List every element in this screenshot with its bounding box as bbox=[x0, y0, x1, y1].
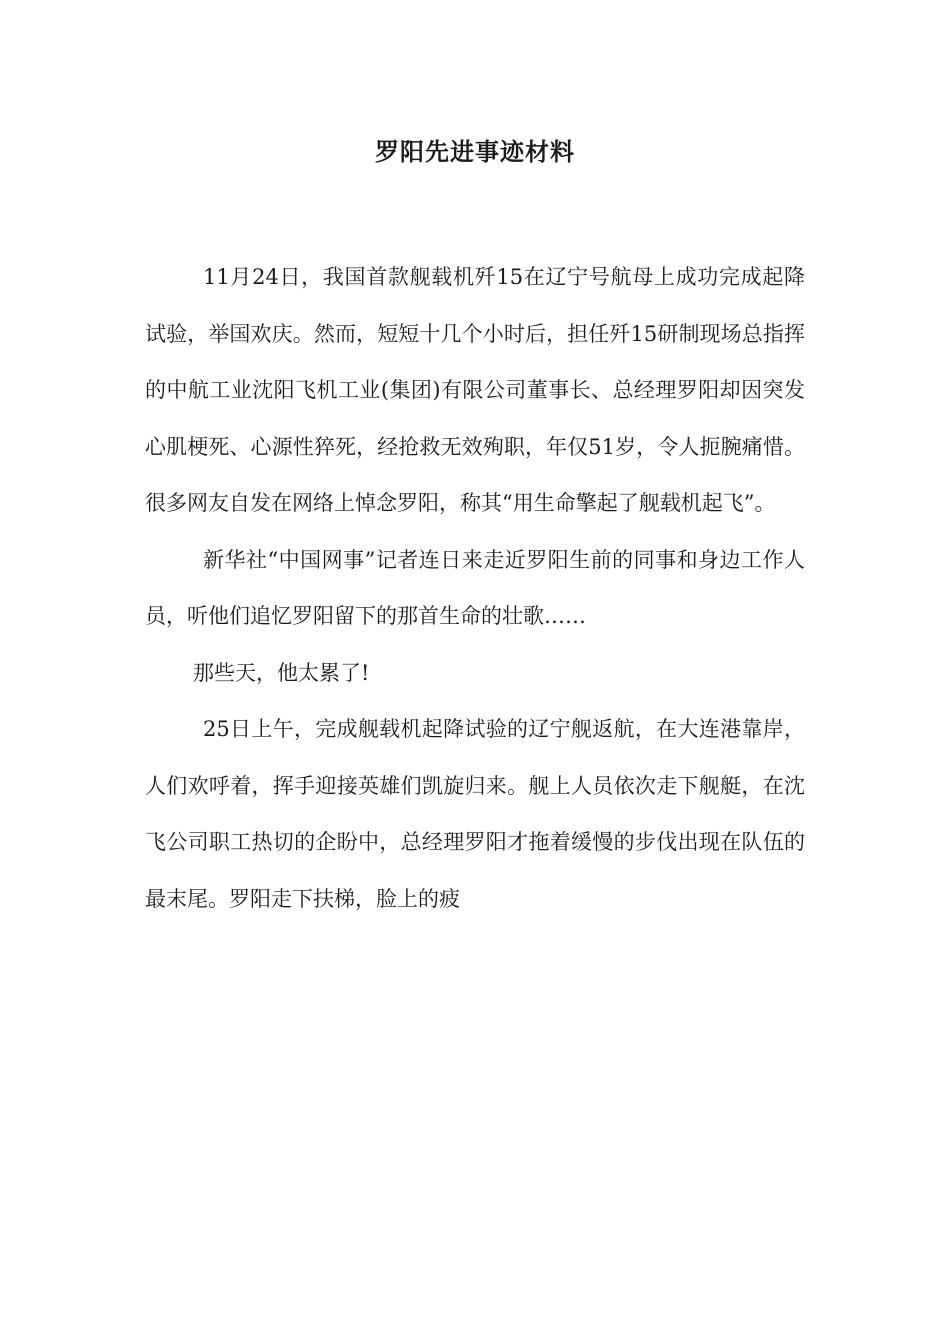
paragraph-4: 25日上午，完成舰载机起降试验的辽宁舰返航，在大连港靠岸，人们欢呼着，挥手迎接英雄们凯旋归来。舰上人员依次走下舰艇，在沈飞公司职工热切的企盼中，总经理罗阳才拖着缓慢的步伐出现在队伍的最末尾。罗阳走下扶梯，脸上的疲 bbox=[145, 717, 805, 911]
document-title: 罗阳先进事迹材料 bbox=[375, 137, 575, 166]
document-body bbox=[145, 249, 805, 927]
paragraph-1: 11月24日，我国首款舰载机歼15在辽宁号航母上成功完成起降试验，举国欢庆。然而，短短十几个小时后，担任歼15研制现场总指挥的中航工业沈阳飞机工业(集团)有限公司董事长、总经理罗阳却因突发心肌梗死、心源性猝死，经抢救无效殉职，年仅51岁，令人扼腕痛惜。很多网友自发在网络上悼念罗阳，称其“用生命擎起了舰载机起飞”。 bbox=[145, 265, 805, 515]
paragraph-2: 新华社“中国网事”记者连日来走近罗阳生前的同事和身边工作人员，听他们追忆罗阳留下的那首生命的壮歌…… bbox=[145, 547, 805, 628]
paragraph-3: 那些天，他太累了! bbox=[193, 660, 370, 685]
